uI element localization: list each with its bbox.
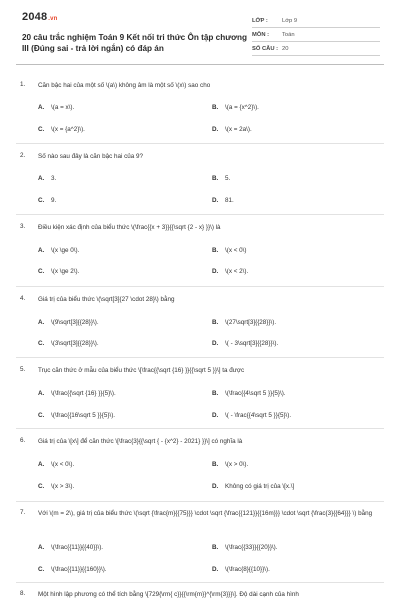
option-letter: A. xyxy=(38,461,45,468)
option-text: \( - 3\sqrt[3]{{28}}\). xyxy=(225,340,279,347)
option-text: \(x < 0\) xyxy=(225,247,247,254)
option-text: \(x < 2\). xyxy=(225,268,249,275)
option-b[interactable] xyxy=(212,544,278,551)
option-b[interactable] xyxy=(212,104,259,111)
option-letter: A. xyxy=(38,390,45,397)
meta-row-subject xyxy=(252,28,380,42)
question-text: Trục căn thức ở mẫu của biểu thức \[\frac{{\sqrt {16} }}{{\sqrt 5 }}\] ta được xyxy=(38,367,245,374)
option-letter: A. xyxy=(38,319,45,326)
meta-label: SỐ CÂU : xyxy=(252,45,279,52)
option-letter: B. xyxy=(212,544,219,551)
question-divider xyxy=(16,286,384,287)
site-logo[interactable] xyxy=(22,11,58,23)
meta-label: MÔN : xyxy=(252,31,270,38)
question-number: 6. xyxy=(20,437,26,444)
option-letter: A. xyxy=(38,247,45,254)
option-text: 3. xyxy=(51,175,57,182)
option-d[interactable] xyxy=(212,483,294,490)
question-divider xyxy=(16,143,384,144)
option-a[interactable] xyxy=(38,104,74,111)
question-divider xyxy=(16,214,384,215)
option-c[interactable] xyxy=(38,197,56,204)
option-text: \(a = {x^2}\). xyxy=(225,104,259,111)
option-text: \(\frac{{\sqrt {16} }}{5}\). xyxy=(51,390,116,397)
option-text: \(x = 2a\). xyxy=(225,126,252,133)
option-text: 5. xyxy=(225,175,231,182)
option-letter: C. xyxy=(38,197,45,204)
option-text: \(x > 3\). xyxy=(51,483,75,490)
option-letter: B. xyxy=(212,461,219,468)
option-c[interactable] xyxy=(38,126,85,133)
question-number: 1. xyxy=(20,81,26,88)
header xyxy=(0,0,400,58)
option-c[interactable] xyxy=(38,412,115,419)
header-divider xyxy=(16,64,384,65)
option-text: \(\frac{{16\sqrt 5 }}{5}\). xyxy=(51,412,116,419)
option-letter: C. xyxy=(38,268,45,275)
option-letter: C. xyxy=(38,566,45,573)
question-text: Với \(m = 2\), giá trị của biểu thức \(\sqrt {\frac{m}{{75}}} \cdot \sqrt {\frac{{121}}{{16m}}} \cdot \sqrt {\frac{3}{{64}}} \) bằng xyxy=(38,510,373,517)
option-letter: B. xyxy=(212,247,219,254)
question-number: 2. xyxy=(20,152,26,159)
option-b[interactable] xyxy=(212,461,248,468)
question-text: Căn bậc hai của một số \(a\) không âm là một số \(x\) sao cho xyxy=(38,82,211,89)
question-text: Giá trị của \[x\] để căn thức \[\frac{3}{{\sqrt { - {x^2} - 2021} }}\] có nghĩa là xyxy=(38,438,243,445)
option-b[interactable] xyxy=(212,390,286,397)
option-letter: D. xyxy=(212,268,219,275)
question-text: Một hình lập phương có thể tích bằng \[729{\rm{ c}}{{\rm{m}}^{\rm{3}}}\]. Độ dài cạnh của hình xyxy=(38,591,299,598)
meta-value: 20 xyxy=(282,45,289,52)
option-b[interactable] xyxy=(212,319,276,326)
option-d[interactable] xyxy=(212,566,270,573)
option-text: \(x = {a^2}\). xyxy=(51,126,85,133)
page-title: 20 câu trắc nghiệm Toán 9 Kết nối tri thức Ôn tập chương III (Đúng sai - trả lời ngắn) có đáp án xyxy=(22,33,247,53)
option-text: 81. xyxy=(225,197,234,204)
option-text: \(\frac{8}{{10}}\). xyxy=(225,566,270,573)
meta-table xyxy=(252,14,380,56)
option-a[interactable] xyxy=(38,544,103,551)
option-letter: D. xyxy=(212,566,219,573)
option-d[interactable] xyxy=(212,340,278,347)
option-letter: B. xyxy=(212,319,219,326)
option-text: \( - \frac{{4\sqrt 5 }}{5}\). xyxy=(225,412,292,419)
meta-value: Lớp 9 xyxy=(282,17,298,24)
option-letter: B. xyxy=(212,104,219,111)
meta-row-count xyxy=(252,42,380,56)
logo-text: 2048 xyxy=(22,11,48,23)
option-text: \(x \ge 0\). xyxy=(51,247,80,254)
option-text: 9. xyxy=(51,197,57,204)
option-d[interactable] xyxy=(212,197,234,204)
option-b[interactable] xyxy=(212,247,247,254)
option-c[interactable] xyxy=(38,340,99,347)
option-c[interactable] xyxy=(38,268,79,275)
option-letter: A. xyxy=(38,175,45,182)
question-text: Số nào sau đây là căn bậc hai của 9? xyxy=(38,153,144,160)
option-c[interactable] xyxy=(38,483,74,490)
option-letter: D. xyxy=(212,197,219,204)
question-number: 7. xyxy=(20,509,26,516)
option-text: \(9\sqrt[3]{{28}}\). xyxy=(51,319,99,326)
logo-suffix: .vn xyxy=(48,16,58,22)
option-letter: C. xyxy=(38,483,45,490)
option-letter: C. xyxy=(38,126,45,133)
question-number: 3. xyxy=(20,223,26,230)
option-text: \(a = x\). xyxy=(51,104,75,111)
meta-row-grade xyxy=(252,14,380,28)
meta-label: LỚP : xyxy=(252,17,268,24)
option-text: \(27\sqrt[3]{{28}}\). xyxy=(225,319,277,326)
option-text: \(x < 0\). xyxy=(51,461,75,468)
question-text: Giá trị của biểu thức \(\sqrt[3]{27 \cdot 28}\) bằng xyxy=(38,296,175,303)
option-letter: D. xyxy=(212,412,219,419)
question-number: 5. xyxy=(20,366,26,373)
question-text: Điều kiện xác định của biểu thức \(\frac{{x + 3}}{{\sqrt {2 - x} }}\) là xyxy=(38,224,221,231)
option-c[interactable] xyxy=(38,566,107,573)
option-a[interactable] xyxy=(38,461,74,468)
option-letter: C. xyxy=(38,412,45,419)
option-b[interactable] xyxy=(212,175,230,182)
option-text: \(\frac{{33}}{{20}}\). xyxy=(225,544,278,551)
option-d[interactable] xyxy=(212,126,252,133)
option-text: \(\frac{{4\sqrt 5 }}{5}\). xyxy=(225,390,286,397)
option-text: Không có giá trị của \[x.\] xyxy=(225,483,295,490)
option-letter: B. xyxy=(212,175,219,182)
option-letter: A. xyxy=(38,104,45,111)
question-divider xyxy=(16,357,384,358)
option-letter: A. xyxy=(38,544,45,551)
option-text: \(x \ge 2\). xyxy=(51,268,80,275)
question-number: 8. xyxy=(20,590,26,597)
option-a[interactable] xyxy=(38,390,116,397)
question-divider xyxy=(16,501,384,502)
question-number: 4. xyxy=(20,295,26,302)
option-letter: B. xyxy=(212,390,219,397)
question-divider xyxy=(16,582,384,583)
option-a[interactable] xyxy=(38,247,79,254)
meta-value: Toán xyxy=(282,31,295,38)
option-a[interactable] xyxy=(38,319,99,326)
option-a[interactable] xyxy=(38,175,56,182)
option-letter: C. xyxy=(38,340,45,347)
option-text: \(\frac{{11}}{{160}}\). xyxy=(51,566,107,573)
option-letter: D. xyxy=(212,340,219,347)
option-d[interactable] xyxy=(212,412,291,419)
option-d[interactable] xyxy=(212,268,248,275)
option-text: \(3\sqrt[3]{{28}}\). xyxy=(51,340,99,347)
option-letter: D. xyxy=(212,126,219,133)
question-divider xyxy=(16,428,384,429)
option-text: \(\frac{{11}}{{40}}\). xyxy=(51,544,104,551)
option-text: \(x > 0\). xyxy=(225,461,249,468)
option-letter: D. xyxy=(212,483,219,490)
